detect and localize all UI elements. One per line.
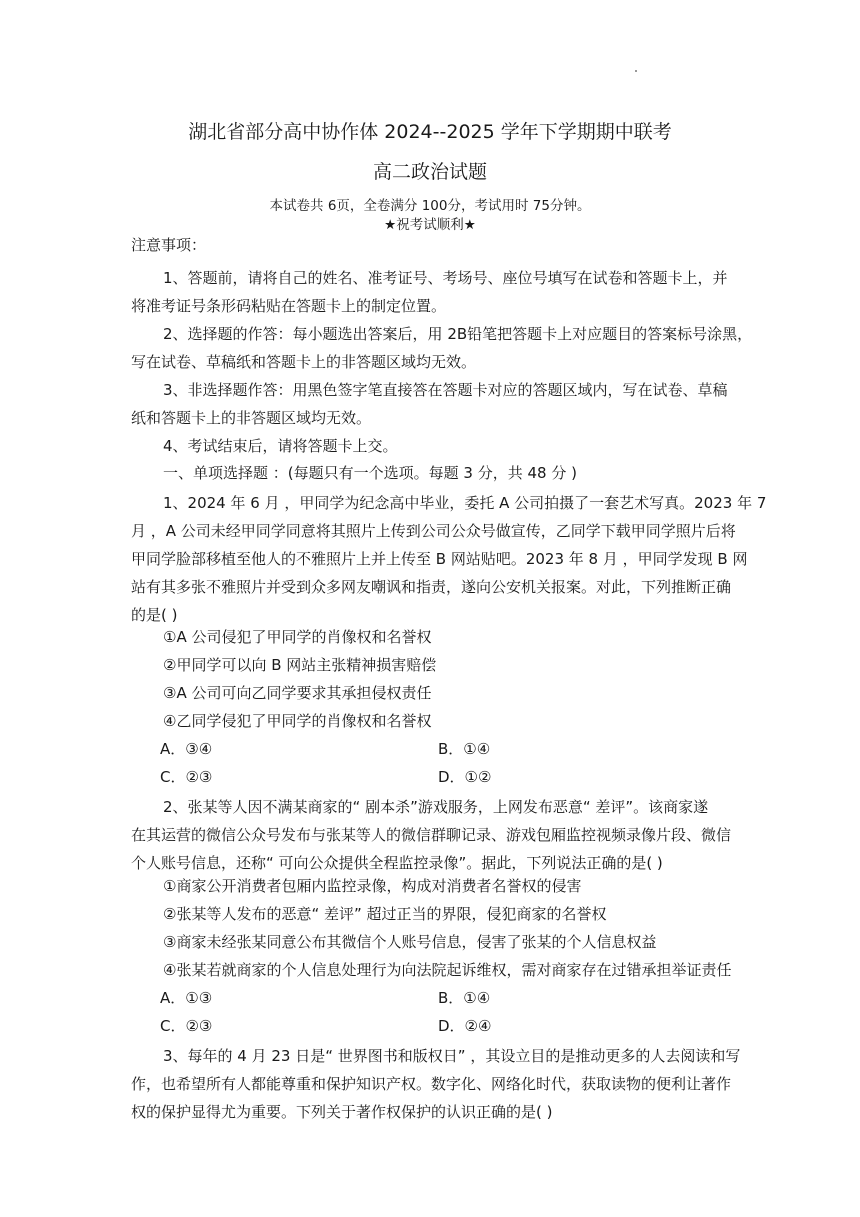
notice-line: 将准考证号条形码粘贴在答题卡上的制定位置。 <box>131 297 447 315</box>
q1-stem-line: 甲同学脸部移植至他人的不雅照片上并上传至 B 网站贴吧。2023 年 8 月 ，甲同学发现 B 网 <box>131 550 748 568</box>
q1-stem-line: 的是( ) <box>131 606 178 624</box>
notice-heading: 注意事项： <box>131 236 207 254</box>
notice-line: 4、考试结束后，请将答题卡上交。 <box>163 437 398 455</box>
page-speck <box>635 70 637 72</box>
notice-line: 纸和答题卡上的非答题区域均无效。 <box>131 409 372 427</box>
q3-stem-line: 权的保护显得尤为重要。下列关于著作权保护的认识正确的是( ) <box>131 1103 553 1121</box>
q2-statement: ②张某等人发布的恶意“ 差评” 超过正当的界限，侵犯商家的名誉权 <box>163 905 607 923</box>
q1-option-b: B．①④ <box>438 740 491 758</box>
q2-stem-line: 2、张某等人因不满某商家的“ 剧本杀”游戏服务，上网发布恶意“ 差评”。该商家遂 <box>163 798 709 816</box>
q1-option-a: A．③④ <box>160 740 213 758</box>
q2-statement: ①商家公开消费者包厢内监控录像，构成对消费者名誉权的侵害 <box>163 877 582 895</box>
q2-statement: ④张某若就商家的个人信息处理行为向法院起诉维权，需对商家存在过错承担举证责任 <box>163 961 732 979</box>
exam-title: 湖北省部分高中协作体 2024--2025 学年下学期期中联考 <box>188 121 672 143</box>
exam-info: 本试卷共 6页，全卷满分 100分，考试用时 75分钟。 <box>269 198 591 214</box>
q1-stem-line: 月 ，A 公司未经甲同学同意将其照片上传到公司公众号做宣传，乙同学下载甲同学照片后将 <box>131 522 736 540</box>
notice-line: 2、选择题的作答：每小题选出答案后，用 2B铅笔把答题卡上对应题目的答案标号涂黑， <box>163 325 753 343</box>
section-heading: 一、单项选择题 ：(每题只有一个选项。每题 3 分，共 48 分 ) <box>163 464 577 482</box>
q3-stem-line: 作，也希望所有人都能尊重和保护知识产权。数字化、网络化时代，获取读物的便利让著作 <box>131 1075 732 1093</box>
q2-option-c: C．②③ <box>160 1017 213 1035</box>
q3-stem-line: 3、每年的 4 月 23 日是“ 世界图书和版权日” ，其设立目的是推动更多的人去阅读和写 <box>163 1047 741 1065</box>
q2-option-a: A．①③ <box>160 989 213 1007</box>
q2-statement: ③商家未经张某同意公布其微信个人账号信息，侵害了张某的个人信息权益 <box>163 933 657 951</box>
q1-statement: ②甲同学可以向 B 网站主张精神损害赔偿 <box>163 656 437 674</box>
q2-stem-line: 个人账号信息，还称“ 可向公众提供全程监控录像”。据此，下列说法正确的是( ) <box>131 854 663 872</box>
q2-option-b: B．①④ <box>438 989 491 1007</box>
notice-line: 1、答题前，请将自己的姓名、准考证号、考场号、座位号填写在试卷和答题卡上，并 <box>163 269 728 287</box>
q1-statement: ④乙同学侵犯了甲同学的肖像权和名誉权 <box>163 712 432 730</box>
q1-stem-line: 站有其多张不雅照片并受到众多网友嘲讽和指责，遂向公安机关报案。对此，下列推断正确 <box>131 578 732 596</box>
exam-wish: ★祝考试顺利★ <box>384 217 476 233</box>
q1-statement: ①A 公司侵犯了甲同学的肖像权和名誉权 <box>163 628 432 646</box>
q1-stem-line: 1、2024 年 6 月 ，甲同学为纪念高中毕业，委托 A 公司拍摄了一套艺术写真。2023 年 7 <box>163 494 767 512</box>
q2-option-d: D．②④ <box>438 1017 492 1035</box>
notice-line: 3、非选择题作答：用黑色签字笔直接答在答题卡对应的答题区域内，写在试卷、草稿 <box>163 381 728 399</box>
q2-stem-line: 在其运营的微信公众号发布与张某等人的微信群聊记录、游戏包厢监控视频录像片段、微信 <box>131 826 732 844</box>
q1-statement: ③A 公司可向乙同学要求其承担侵权责任 <box>163 684 432 702</box>
q1-option-c: C．②③ <box>160 768 213 786</box>
q1-option-d: D．①② <box>438 768 492 786</box>
exam-subtitle: 高二政治试题 <box>372 161 487 183</box>
notice-line: 写在试卷、草稿纸和答题卡上的非答题区域均无效。 <box>131 353 477 371</box>
